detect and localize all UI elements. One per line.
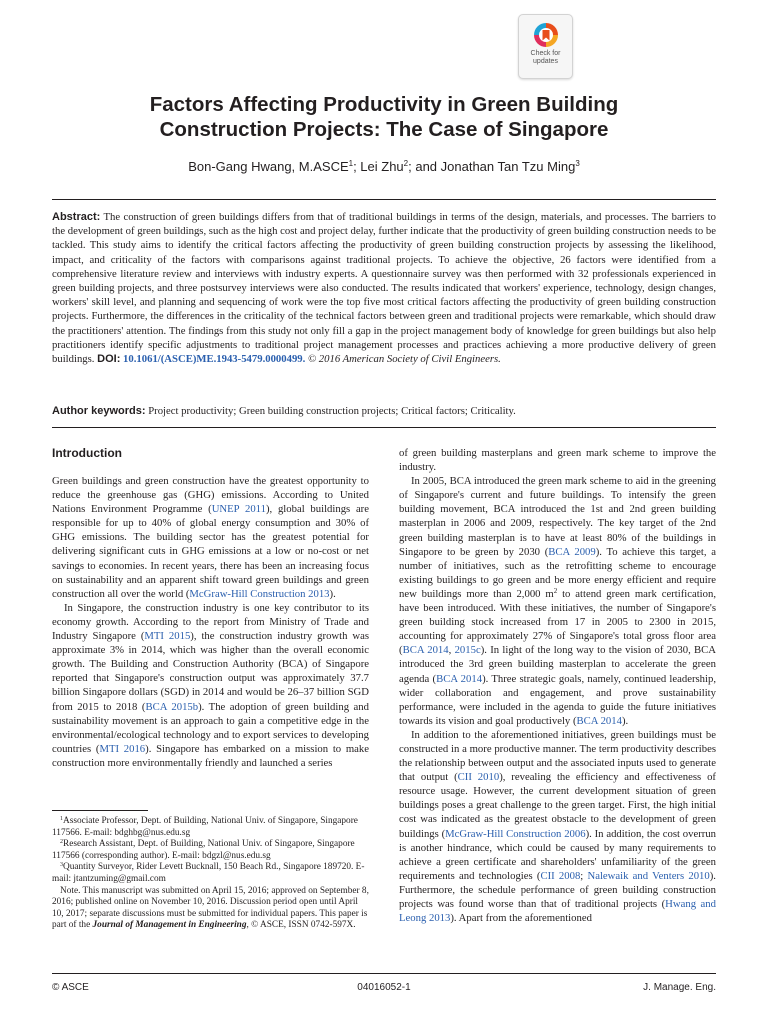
- text-run: ). Furthermore, the schedule performance of green building construction projects was found worse than that of traditional projects (: [399, 869, 716, 910]
- manuscript-note: [52, 886, 369, 932]
- doi-label: DOI:: [97, 353, 121, 366]
- ref-cii-2010[interactable]: CII 2010: [457, 771, 500, 784]
- abstract-text: The construction of green buildings differs from that of traditional buildings in terms of the design, materials, and processes. The barriers to the development of green buildings, such as the high cost and project delay, further indicate that the productivity of green building construction needs to be tackled. This study aims to identify the critical factors affecting the productivity of green building construction projects by assessing the likelihood, impact, and criticality of the factors with comparisons against traditional projects. To achieve the objective, 26 factors were identified from a comprehensive literature review and interviews with industry experts. A questionnaire survey was then performed with 32 professionals experienced in green building projects, and three postsurvey interviews were also conducted. The results indicated that workers' experience, technology, design changes, workers' skill level, and planning and sequencing of work were the top five most critical factors affecting the productivity of green building construction projects. Furthermore, the differences in the criticality of the technical factors between green and traditional projects were remarkable, which should draw the practitioners' attention. The findings from this study not only fill a gap in the project management body of knowledge for green buildings but also help practitioners identify specific adjustments to traditional project management processes and practices achieving a more productive delivery of green buildings.: [52, 211, 716, 366]
- ref-hwang-leong-2013[interactable]: Hwang and Leong 2013: [399, 898, 716, 925]
- ref-mcgraw-hill-2006[interactable]: McGraw-Hill Construction 2006: [445, 827, 586, 840]
- check-for-updates-badge[interactable]: [518, 14, 573, 79]
- footnote-marker: 2: [60, 839, 63, 846]
- note-text: Note. This manuscript was submitted on April 15, 2016; approved on September 8, 2016; published online on November 10, 2016. Discussion period open until April 10, 2017; separate discussions must be submitted for individual papers. This paper is part of the: [52, 885, 369, 931]
- ref-unep-2011[interactable]: UNEP 2011: [211, 503, 266, 516]
- text-run: ,: [448, 644, 455, 657]
- author-2-affil: 2: [403, 159, 409, 168]
- ref-bca-2015c[interactable]: 2015c: [454, 644, 481, 657]
- author-1-affil: 1: [348, 159, 354, 168]
- badge-line-1: Check for: [530, 50, 561, 57]
- ref-mti-2015[interactable]: MTI 2015: [144, 630, 191, 643]
- text-run: In Singapore, the construction industry is one key contributor to its economy growth. According to the report from Ministry of Trade and Industry Singapore (: [52, 601, 369, 643]
- footnote-text: Associate Professor, Dept. of Building, National Univ. of Singapore, Singapore 117566. E-mail: bdghbg@nus.edu.sg: [52, 816, 358, 838]
- text-run: ).: [329, 587, 336, 600]
- superscript: 2: [553, 586, 558, 595]
- text-run: ). Three strategic goals, namely, continued leadership, wider collaboration and engagement, and prove sustainability performance, were included in the agenda to guide the future initiatives towards its vision and goal productively (: [399, 672, 717, 727]
- author-keywords: [52, 404, 716, 418]
- footnote-rule: [52, 810, 148, 811]
- text-run: to attend green mark certification, have been introduced. With these initiatives, the number of Singapore's green building stock increased from 17 in 2005 to 2300 in 2015, accounting for approximately 27% of Singapore's total gross floor area (: [399, 587, 717, 657]
- footnote-1: [52, 816, 369, 839]
- check-for-updates-icon: [533, 22, 559, 48]
- right-paragraph-1: [399, 474, 716, 728]
- ref-bca-2014[interactable]: BCA 2014: [402, 644, 449, 657]
- ref-mcgraw-hill-2013[interactable]: McGraw-Hill Construction 2013: [189, 587, 330, 600]
- ref-bca-2014[interactable]: BCA 2014: [576, 714, 622, 727]
- footnotes: [52, 816, 369, 932]
- ref-mti-2016[interactable]: MTI 2016: [99, 742, 146, 755]
- text-run: ). Apart from the aforementioned: [450, 912, 592, 925]
- footnote-marker: 1: [60, 816, 63, 822]
- badge-line-2: updates: [533, 58, 558, 65]
- text-run: ), global buildings are responsible for up to 40% of global energy consumption and 30% of GHG emissions. The building sector has the greatest potential for delivering significant cuts in GHG emissions at a low or no-cost or net savings to economies. In recent years, there has been an increasing focus on sustainability and an apparent shift toward green buildings and green construction all over the world (: [52, 503, 369, 600]
- copyright: © 2016 American Society of Civil Engineers.: [308, 353, 501, 366]
- author-1: Bon-Gang Hwang, M.ASCE: [188, 159, 349, 174]
- footer-rule: [52, 973, 716, 974]
- footnote-2: [52, 839, 369, 862]
- text-run: ).: [621, 714, 629, 727]
- footer-article-number: 04016052-1: [357, 982, 411, 993]
- text-run: ). In light of the long way to the vision of 2030, BCA introduced the 3rd green building masterplan to accelerate the green agenda (: [399, 644, 717, 685]
- note-end: , © ASCE, ISSN 0742-597X.: [246, 920, 356, 931]
- right-paragraph-0: of green building masterplans and green mark scheme to improve the industry.: [399, 447, 716, 474]
- text-run: ). The adoption of green building and sustainability movement is an approach to gain a competitive edge in the environmental/ecological technology and to export services to developing countries (: [52, 700, 369, 755]
- right-column: [399, 446, 716, 925]
- paper-title: [0, 92, 768, 142]
- ref-bca-2015b[interactable]: BCA 2015b: [145, 700, 199, 713]
- author-list: [0, 159, 768, 175]
- footnote-text: Research Assistant, Dept. of Building, National Univ. of Singapore, Singapore 117566 (corresponding author). E-mail: bdgzl@nus.edu.sg: [52, 839, 355, 861]
- abstract: [52, 210, 716, 366]
- text-run: ). Singapore has embarked on a mission to make construction more environmentally friendly and launched a series: [52, 742, 370, 769]
- footnote-marker: 3: [60, 862, 63, 869]
- footnote-text: Quantity Surveyor, Rider Levett Bucknall, 150 Beach Rd., Singapore 189720. E-mail: jtantzuming@gmail.com: [52, 862, 365, 884]
- text-run: In 2005, BCA introduced the green mark scheme to aid in the greening of Singapore's current and future buildings. To intensify the green building movement, BCA introduced the 1st and 2nd green building masterplan in 2006 and 2009, respectively. The key target of the 2nd green building masterplan is to have at least 80% of the buildings in Singapore to be green by 2030 (: [399, 475, 716, 558]
- title-line-1: Factors Affecting Productivity in Green Building: [149, 93, 619, 116]
- text-run: In addition to the aforementioned initiatives, green buildings must be constructed in a more productive manner. The term productivity describes the relationship between output and the associated inputs used to generate that output (: [399, 728, 716, 784]
- intro-paragraph-2: [52, 601, 369, 770]
- text-run: ), revealing the efficiency and effectiveness of resource usage. However, the current development situation of green buildings poses a great challenge to the green target. First, the high initial cost was indicated as the greatest obstacle to the development of green buildings (: [399, 771, 716, 840]
- text-run: ;: [580, 869, 588, 882]
- keywords-text: Project productivity; Green building construction projects; Critical factors; Criticality.: [148, 405, 516, 417]
- footnote-3: [52, 862, 369, 885]
- left-column: [52, 474, 369, 770]
- ref-bca-2009[interactable]: BCA 2009: [548, 545, 596, 558]
- author-3: ; and Jonathan Tan Tzu Ming: [408, 159, 576, 174]
- intro-paragraph-1: [52, 474, 369, 601]
- ref-bca-2014[interactable]: BCA 2014: [436, 672, 483, 685]
- journal-name: Journal of Management in Engineering: [92, 920, 247, 931]
- author-3-affil: 3: [575, 159, 580, 168]
- text-run: Green buildings and green construction have the greatest opportunity to reduce the greenhouse gas (GHG) emissions. According to United Nations Environment Programme (: [52, 475, 369, 516]
- text-run: ). To achieve this target, a number of initiatives, such as the retrofitting scheme to encourage existing buildings to go green and be more energy efficient and require new buildings more than 2,000 m: [399, 545, 716, 600]
- footer-publisher: © ASCE: [52, 982, 89, 993]
- section-heading-introduction: Introduction: [52, 446, 122, 460]
- ref-nalewaik-venters-2010[interactable]: Nalewaik and Venters 2010: [587, 869, 710, 882]
- abstract-top-rule: [52, 199, 716, 200]
- title-line-2: Construction Projects: The Case of Singapore: [159, 118, 609, 141]
- text-run: ), the construction industry growth was approximate 3% in 2014, which was higher than the overall economic growth. The Building and Construction Authority (BCA) of Singapore reported that Singapore's construction output was approximately 37.7 billion Singapore dollars (SGD) in 2014 and would be 26–37 billion SGD from 2015 to 2018 (: [52, 630, 370, 713]
- abstract-bottom-rule: [52, 427, 716, 428]
- author-2: ; Lei Zhu: [353, 159, 404, 174]
- keywords-label: Author keywords:: [52, 405, 146, 417]
- right-paragraph-2: [399, 728, 716, 925]
- doi-link[interactable]: 10.1061/(ASCE)ME.1943-5479.0000499.: [123, 353, 306, 366]
- text-run: ). In addition, the cost overrun is another hindrance, which could be caused by many requirements to achieve a green certificate and shareholders' unfamiliarity of the green requirements and technologies (: [399, 827, 717, 882]
- ref-cii-2008[interactable]: CII 2008: [540, 869, 581, 882]
- abstract-label: Abstract:: [52, 211, 101, 223]
- footer-journal: J. Manage. Eng.: [643, 982, 716, 993]
